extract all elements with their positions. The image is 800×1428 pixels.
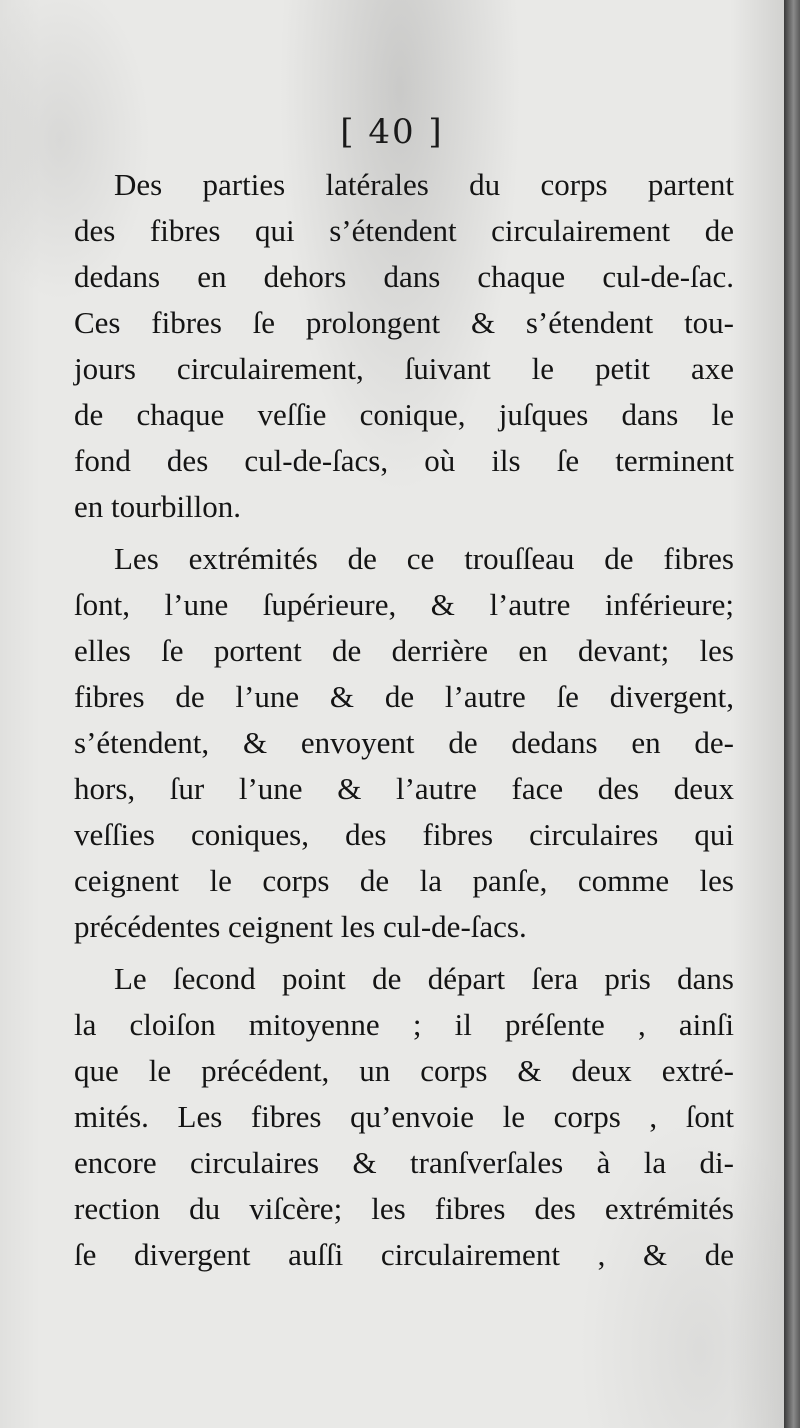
text-line: ſont, l’une ſupérieure, & l’autre inférieure; xyxy=(74,587,734,622)
text-line: ceignent le corps de la panſe, comme les xyxy=(74,863,734,898)
paragraph-2 xyxy=(74,536,734,950)
body-text xyxy=(74,162,734,1284)
text-line: encore circulaires & tranſverſales à la di- xyxy=(74,1145,734,1180)
paragraph-1 xyxy=(74,162,734,530)
text-line: Les extrémités de ce trouſſeau de fibres xyxy=(114,541,734,576)
text-line: fond des cul-de-ſacs, où ils ſe terminent xyxy=(74,443,734,478)
book-edge-shadow xyxy=(784,0,800,1428)
text-line: en tourbillon. xyxy=(74,489,242,524)
text-line: elles ſe portent de derrière en devant; les xyxy=(74,633,734,668)
text-line: Le ſecond point de départ ſera pris dans xyxy=(114,961,734,996)
text-line: ſe divergent auſſi circulairement , & de xyxy=(74,1237,734,1272)
text-line: fibres de l’une & de l’autre ſe divergent, xyxy=(74,679,734,714)
text-line: Ces fibres ſe prolongent & s’étendent tou- xyxy=(74,305,734,340)
text-line: veſſies coniques, des fibres circulaires qui xyxy=(74,817,734,852)
text-line: précédentes ceignent les cul-de-ſacs. xyxy=(74,909,527,944)
page-number: [ 40 ] xyxy=(340,112,444,152)
text-line: des fibres qui s’étendent circulairement de xyxy=(74,213,734,248)
text-line: la cloiſon mitoyenne ; il préſente , ainſi xyxy=(74,1007,734,1042)
text-line: hors, ſur l’une & l’autre face des deux xyxy=(74,771,734,806)
paragraph-3 xyxy=(74,956,734,1278)
text-line: mités. Les fibres qu’envoie le corps , ſont xyxy=(74,1099,734,1134)
text-line: s’étendent, & envoyent de dedans en de- xyxy=(74,725,734,760)
text-line: que le précédent, un corps & deux extré- xyxy=(74,1053,734,1088)
text-line: jours circulairement, ſuivant le petit axe xyxy=(74,351,734,386)
text-line: de chaque veſſie conique, juſques dans le xyxy=(74,397,734,432)
text-line: dedans en dehors dans chaque cul-de-ſac. xyxy=(74,259,734,294)
text-line: rection du viſcère; les fibres des extrémités xyxy=(74,1191,734,1226)
text-line: Des parties latérales du corps partent xyxy=(114,167,734,202)
